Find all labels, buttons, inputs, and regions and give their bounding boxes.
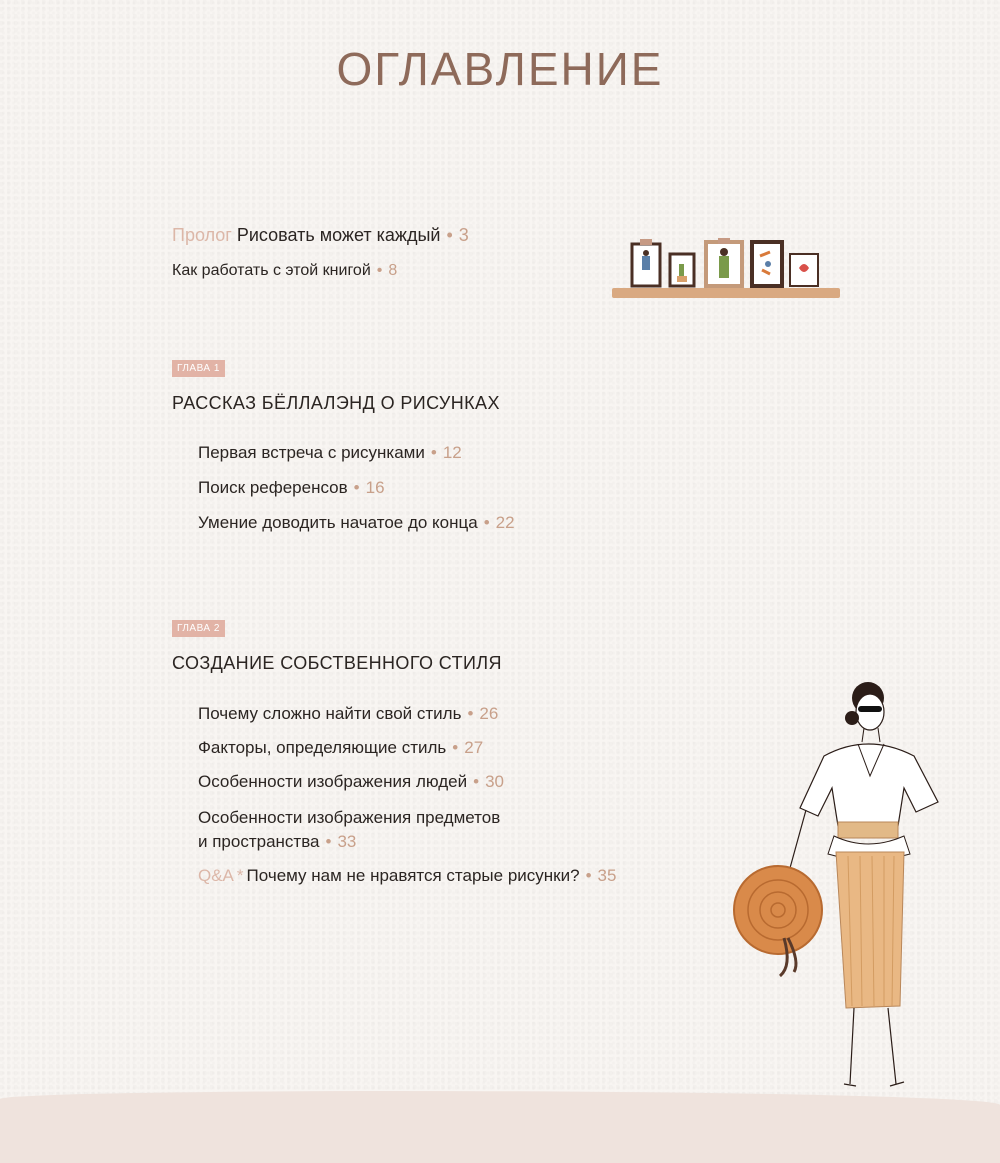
frame-icon-3 (706, 238, 742, 286)
entry-sep: • (353, 478, 360, 497)
qa-prefix: Q&A (198, 866, 234, 885)
entry-title-line2: и пространства (198, 832, 320, 851)
toc-entry-howto[interactable] (172, 262, 397, 280)
toc-entry-ch2-4[interactable] (198, 806, 500, 854)
entry-page: 33 (337, 832, 357, 851)
entry-title: Особенности изображения людей (198, 772, 468, 791)
bottom-band (0, 1091, 1000, 1163)
toc-entry-ch2-2[interactable] (198, 738, 483, 758)
prologue-prefix: Пролог (172, 225, 232, 245)
entry-page: 26 (479, 704, 499, 723)
prologue-sep: • (446, 225, 453, 245)
shelf-with-frames-illustration (610, 236, 842, 302)
entry-page: 16 (365, 478, 385, 497)
frame-icon-1 (632, 239, 660, 286)
entry-sep: • (430, 443, 437, 462)
entry-page: 27 (464, 738, 484, 757)
entry-sep: • (473, 772, 480, 791)
woman-with-hat-illustration (728, 676, 968, 1096)
prologue-page: 3 (458, 225, 469, 245)
toc-entry-ch2-qa[interactable] (198, 866, 616, 886)
chapter2-badge: ГЛАВА 2 (172, 620, 225, 637)
qa-page: 35 (597, 866, 617, 885)
howto-title: Как работать с этой книгой (172, 262, 371, 279)
entry-sep: • (483, 513, 490, 532)
frame-icon-5 (790, 254, 818, 286)
howto-sep: • (376, 262, 383, 279)
straw-hat-icon (734, 866, 822, 976)
entry-sep: • (325, 832, 332, 851)
sunglasses-icon (858, 706, 882, 712)
chapter1-badge: ГЛАВА 1 (172, 360, 225, 377)
page-title: ОГЛАВЛЕНИЕ (336, 43, 664, 95)
toc-entry-ch1-1[interactable] (198, 443, 462, 463)
prologue-title: Рисовать может каждый (236, 225, 441, 245)
entry-title: Умение доводить начатое до конца (198, 513, 478, 532)
entry-title: Первая встреча с рисунками (198, 443, 425, 462)
toc-entry-prologue[interactable] (172, 225, 469, 246)
toc-entry-ch2-1[interactable] (198, 704, 498, 724)
entry-page: 30 (485, 772, 504, 791)
entry-title: Факторы, определяющие стиль (198, 738, 447, 757)
qa-star: * (236, 866, 244, 885)
toc-entry-ch1-3[interactable] (198, 513, 515, 533)
qa-sep: • (585, 866, 592, 885)
entry-sep: • (452, 738, 459, 757)
chapter1-title[interactable]: РАССКАЗ БЁЛЛАЛЭНД О РИСУНКАХ (172, 393, 500, 413)
entry-title: Особенности изображения предметов (198, 808, 501, 827)
toc-entry-ch1-2[interactable] (198, 478, 385, 498)
entry-title: Почему сложно найти свой стиль (198, 704, 462, 723)
frame-icon-4 (752, 242, 782, 286)
chapter2-title[interactable]: СОЗДАНИЕ СОБСТВЕННОГО СТИЛЯ (172, 653, 502, 673)
qa-title: Почему нам не нравятся старые рисунки? (246, 866, 580, 885)
frame-icon-2 (670, 254, 694, 286)
entry-sep: • (467, 704, 474, 723)
entry-page: 22 (495, 513, 515, 532)
howto-page: 8 (388, 262, 398, 279)
entry-title: Поиск референсов (198, 478, 348, 497)
toc-entry-ch2-3[interactable] (198, 772, 504, 792)
entry-page: 12 (442, 443, 462, 462)
